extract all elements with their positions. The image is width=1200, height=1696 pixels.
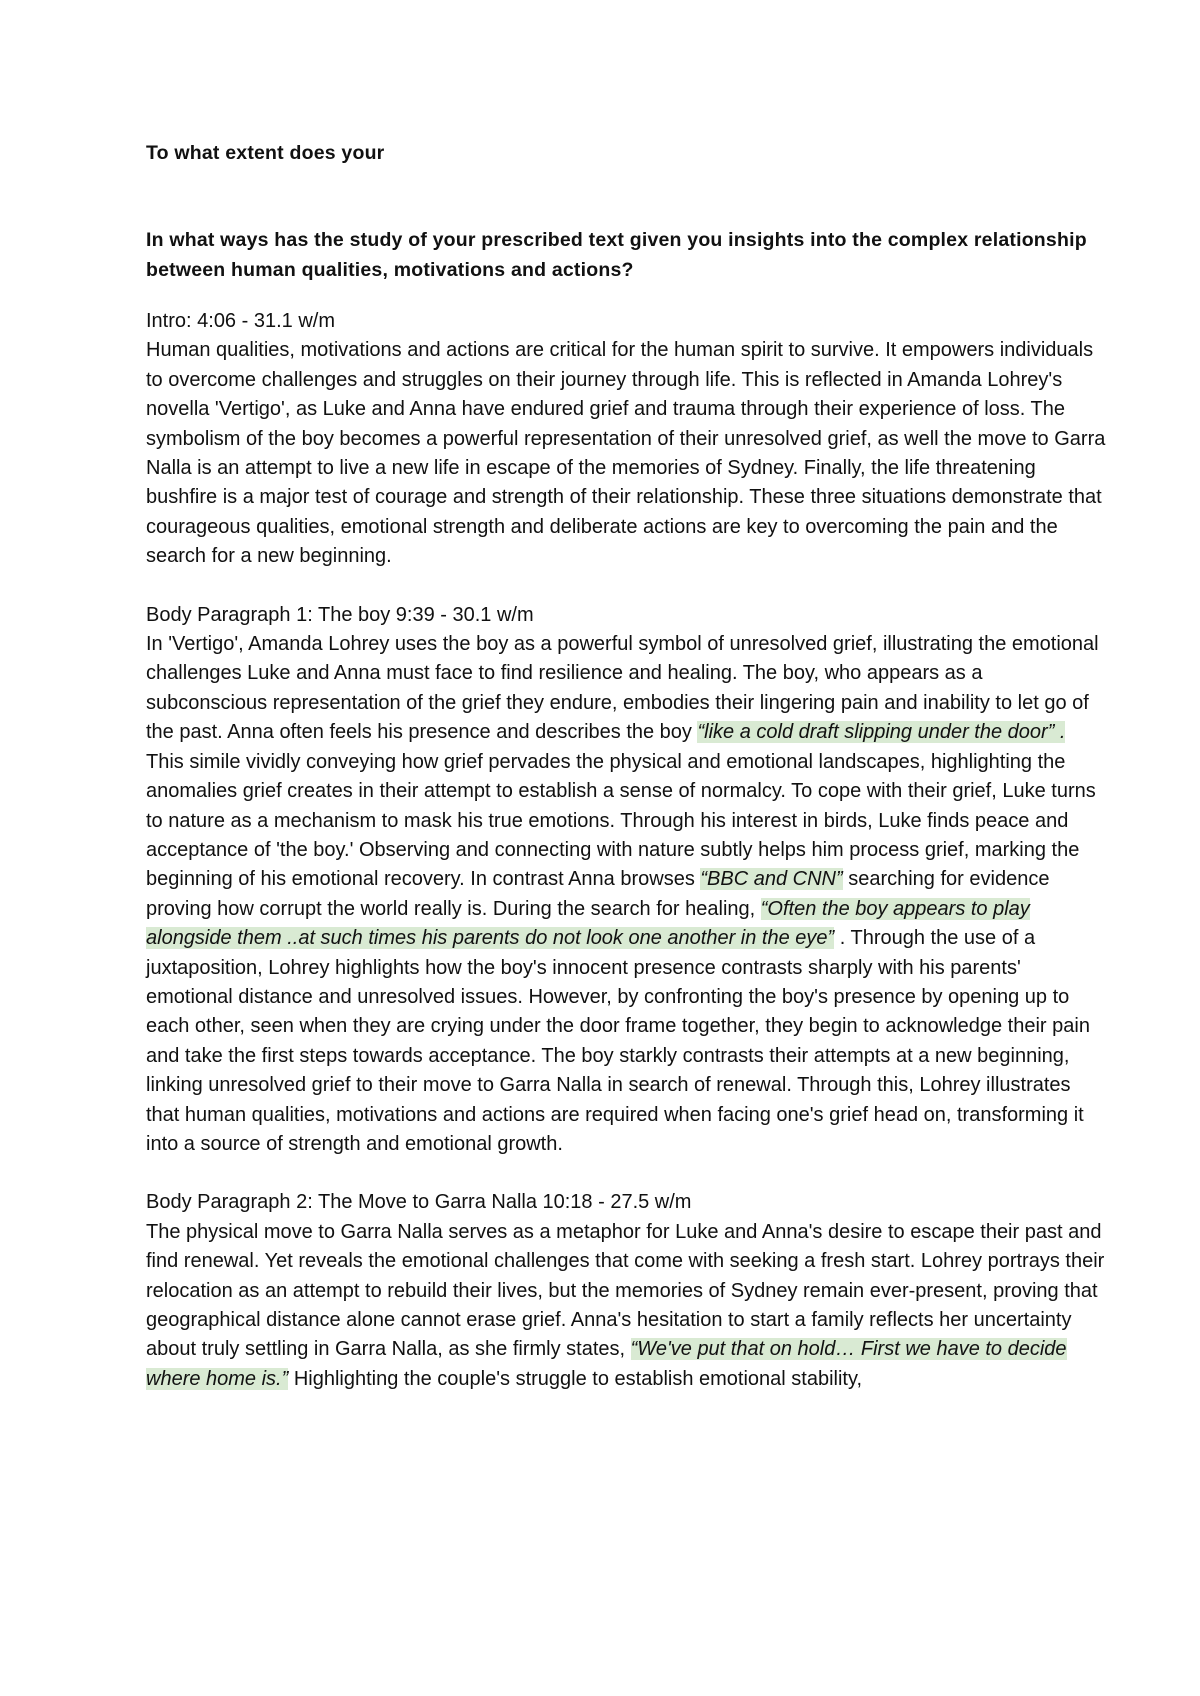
body-1-text: searching for evidence proving how corrupt the world really is. During the search for healing, — [146, 868, 1050, 920]
document-page — [146, 138, 1106, 1423]
body-2-text: Highlighting the couple's struggle to establish emotional stability, — [288, 1367, 863, 1390]
body-paragraph-1-section — [146, 601, 1106, 1160]
intro-section — [146, 307, 1106, 572]
body-paragraph-2-section — [146, 1188, 1106, 1394]
body-paragraph-1 — [146, 630, 1106, 1159]
body-paragraph-2-label: Body Paragraph 2: The Move to Garra Nalla 10:18 - 27.5 w/m — [146, 1191, 692, 1214]
body-1-text: . Through the use of a juxtaposition, Lohrey highlights how the boy's innocent presence contrasts sharply with his parents' emotional distance and unresolved issues. However, by confronting the boy's presence by opening up to each other, seen when they are crying under the door frame together, they begin to acknowledge their pain and take the first steps towards acceptance. The boy starkly contrasts their attempts at a new beginning, linking unresolved grief to their move to Garra Nalla in search of renewal. Through this, Lohrey illustrates that human qualities, motivations and actions are required when facing one's grief head on, transforming it into a source of strength and emotional growth. — [146, 927, 1090, 1155]
highlighted-quote: “We've put that on hold… First we have to decide where home is.” — [146, 1338, 1067, 1390]
body-1-text: This simile vividly conveying how grief pervades the physical and emotional landscapes, highlighting the anomalies grief creates in their attempt to establish a sense of normalcy. To cope with their grief, Luke turns to nature as a mechanism to mask his true emotions. Through his interest in birds, Luke finds peace and acceptance of 'the boy.' Observing and connecting with nature subtly helps him process grief, marking the beginning of his emotional recovery. In contrast Anna browses — [146, 750, 1096, 891]
highlighted-quote: “like a cold draft slipping under the door” . — [697, 721, 1066, 744]
body-paragraph-2 — [146, 1218, 1106, 1394]
body-paragraph-1-label: Body Paragraph 1: The boy 9:39 - 30.1 w/m — [146, 603, 534, 626]
intro-label: Intro: 4:06 - 31.1 w/m — [146, 310, 335, 332]
body-2-text: The physical move to Garra Nalla serves as a metaphor for Luke and Anna's desire to escape their past and find renewal. Yet reveals the emotional challenges that come with seeking a fresh start. Lohrey portrays their relocation as an attempt to rebuild their lives, but the memories of Sydney remain ever-present, proving that geographical distance alone cannot erase grief. Anna's hesitation to start a family reflects her uncertainty about truly settling in Garra Nalla, as she firmly states, — [146, 1220, 1105, 1361]
body-1-text: In 'Vertigo', Amanda Lohrey uses the boy as a powerful symbol of unresolved grief, illustrating the emotional challenges Luke and Anna must face to find resilience and healing. The boy, who appears as a subconscious representation of the grief they endure, embodies their lingering pain and inability to let go of the past. Anna often feels his presence and describes the boy — [146, 633, 1099, 744]
document-heading: To what extent does your — [146, 142, 385, 164]
intro-paragraph: Human qualities, motivations and actions are critical for the human spirit to survive. It empowers individuals to overcome challenges and struggles on their journey through life. This is reflected in Amanda Lohrey's novella 'Vertigo', as Luke and Anna have endured grief and trauma through their experience of loss. The symbolism of the boy becomes a powerful representation of their unresolved grief, as well the move to Garra Nalla is an attempt to live a new life in escape of the memories of Sydney. Finally, the life threatening bushfire is a major test of courage and strength of their relationship. These three situations demonstrate that courageous qualities, emotional strength and deliberate actions are key to overcoming the pain and the search for a new beginning. — [146, 339, 1106, 568]
essay-question: In what ways has the study of your prescribed text given you insights into the complex relationship between human qualities, motivations and actions? — [146, 229, 1087, 281]
highlighted-quote: “Often the boy appears to play alongside them ..at such times his parents do not look one another in the eye” — [146, 897, 1030, 950]
highlighted-quote: “BBC and CNN” — [700, 868, 843, 891]
